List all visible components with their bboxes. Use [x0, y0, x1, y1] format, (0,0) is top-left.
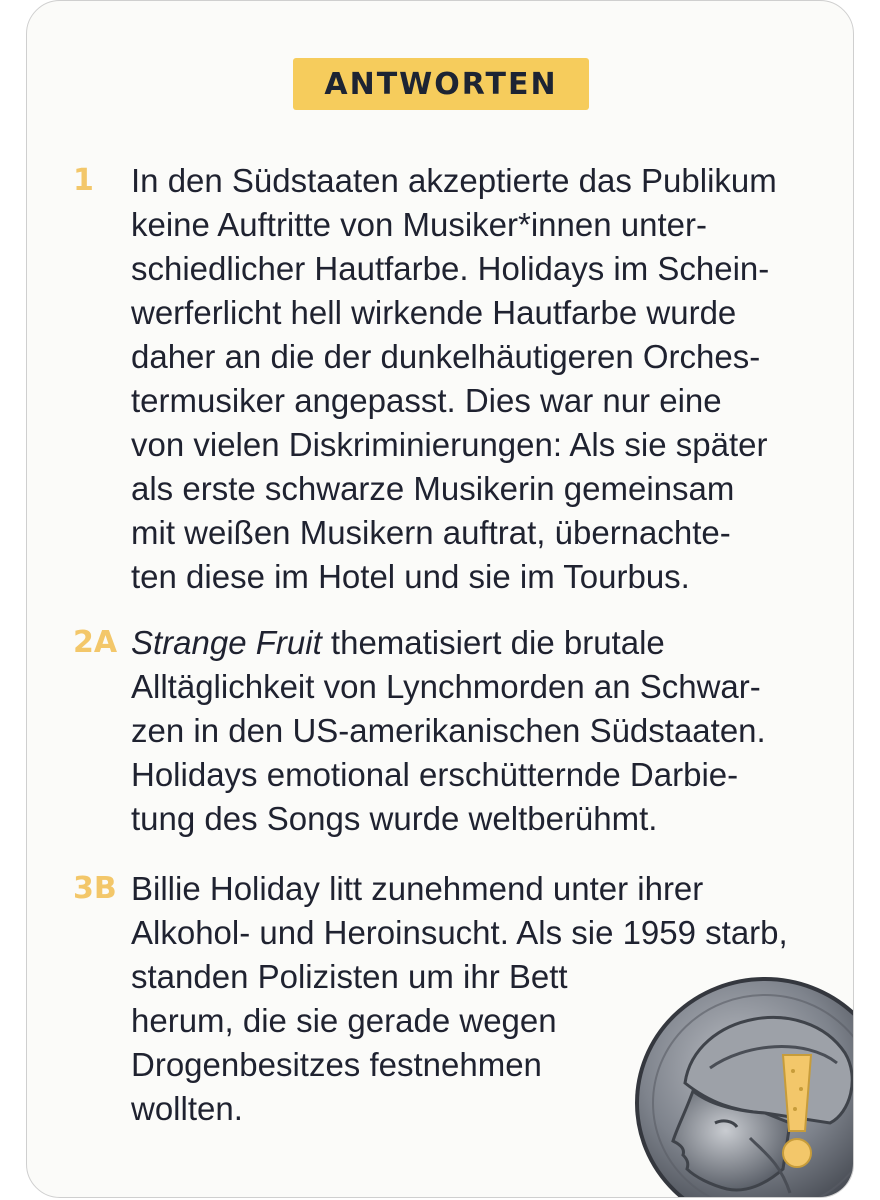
- answer-line: tung des Songs wurde weltberühmt.: [131, 800, 658, 837]
- exclamation-mark-icon: [783, 1055, 811, 1167]
- header-badge: [293, 58, 589, 110]
- answer-line: standen Polizisten um ihr Bett: [131, 958, 568, 995]
- answer-line-rest: thematisiert die brutale: [321, 624, 665, 661]
- answer-line: von vielen Diskriminierungen: Als sie später: [131, 426, 768, 463]
- answer-number: 2A: [73, 625, 118, 660]
- answer-line: mit weißen Musikern auftrat, übernachte-: [131, 514, 731, 551]
- answer-line: termusiker angepasst. Dies war nur eine: [131, 382, 722, 419]
- header-title: ANTWORTEN: [324, 66, 558, 102]
- answer-line: ten diese im Hotel und sie im Tourbus.: [131, 558, 690, 595]
- answer-line: Alltäglichkeit von Lynchmorden an Schwar-: [131, 668, 761, 705]
- answer-line: Alkohol- und Heroinsucht. Als sie 1959 starb,: [131, 914, 788, 951]
- answer-line: [131, 621, 831, 665]
- answer-line: schiedlicher Hautfarbe. Holidays im Schein-: [131, 250, 770, 287]
- answer-line: daher an die der dunkelhäutigeren Orches-: [131, 338, 761, 375]
- answer-line: werferlicht hell wirkende Hautfarbe wurde: [131, 294, 737, 331]
- answer-number: 3B: [73, 871, 117, 906]
- answer-line: herum, die sie gerade wegen: [131, 1002, 557, 1039]
- answer-text: [131, 159, 831, 599]
- answer-card: [26, 0, 854, 1198]
- answer-line: keine Auftritte von Musiker*innen unter-: [131, 206, 707, 243]
- answer-number: 1: [73, 163, 94, 198]
- answer-line: zen in den US-amerikanischen Südstaaten.: [131, 712, 766, 749]
- answer-line: Billie Holiday litt zunehmend unter ihrer: [131, 870, 704, 907]
- answer-line: Holidays emotional erschütternde Darbie-: [131, 756, 739, 793]
- song-title: Strange Fruit: [131, 624, 322, 661]
- answer-line: In den Südstaaten akzeptierte das Publikum: [131, 162, 777, 199]
- ancient-coin-icon: [615, 963, 854, 1198]
- answer-line: Drogenbesitzes festnehmen: [131, 1046, 542, 1083]
- answer-text: [131, 621, 831, 841]
- answer-line: als erste schwarze Musikerin gemeinsam: [131, 470, 735, 507]
- answer-line: wollten.: [131, 1090, 243, 1127]
